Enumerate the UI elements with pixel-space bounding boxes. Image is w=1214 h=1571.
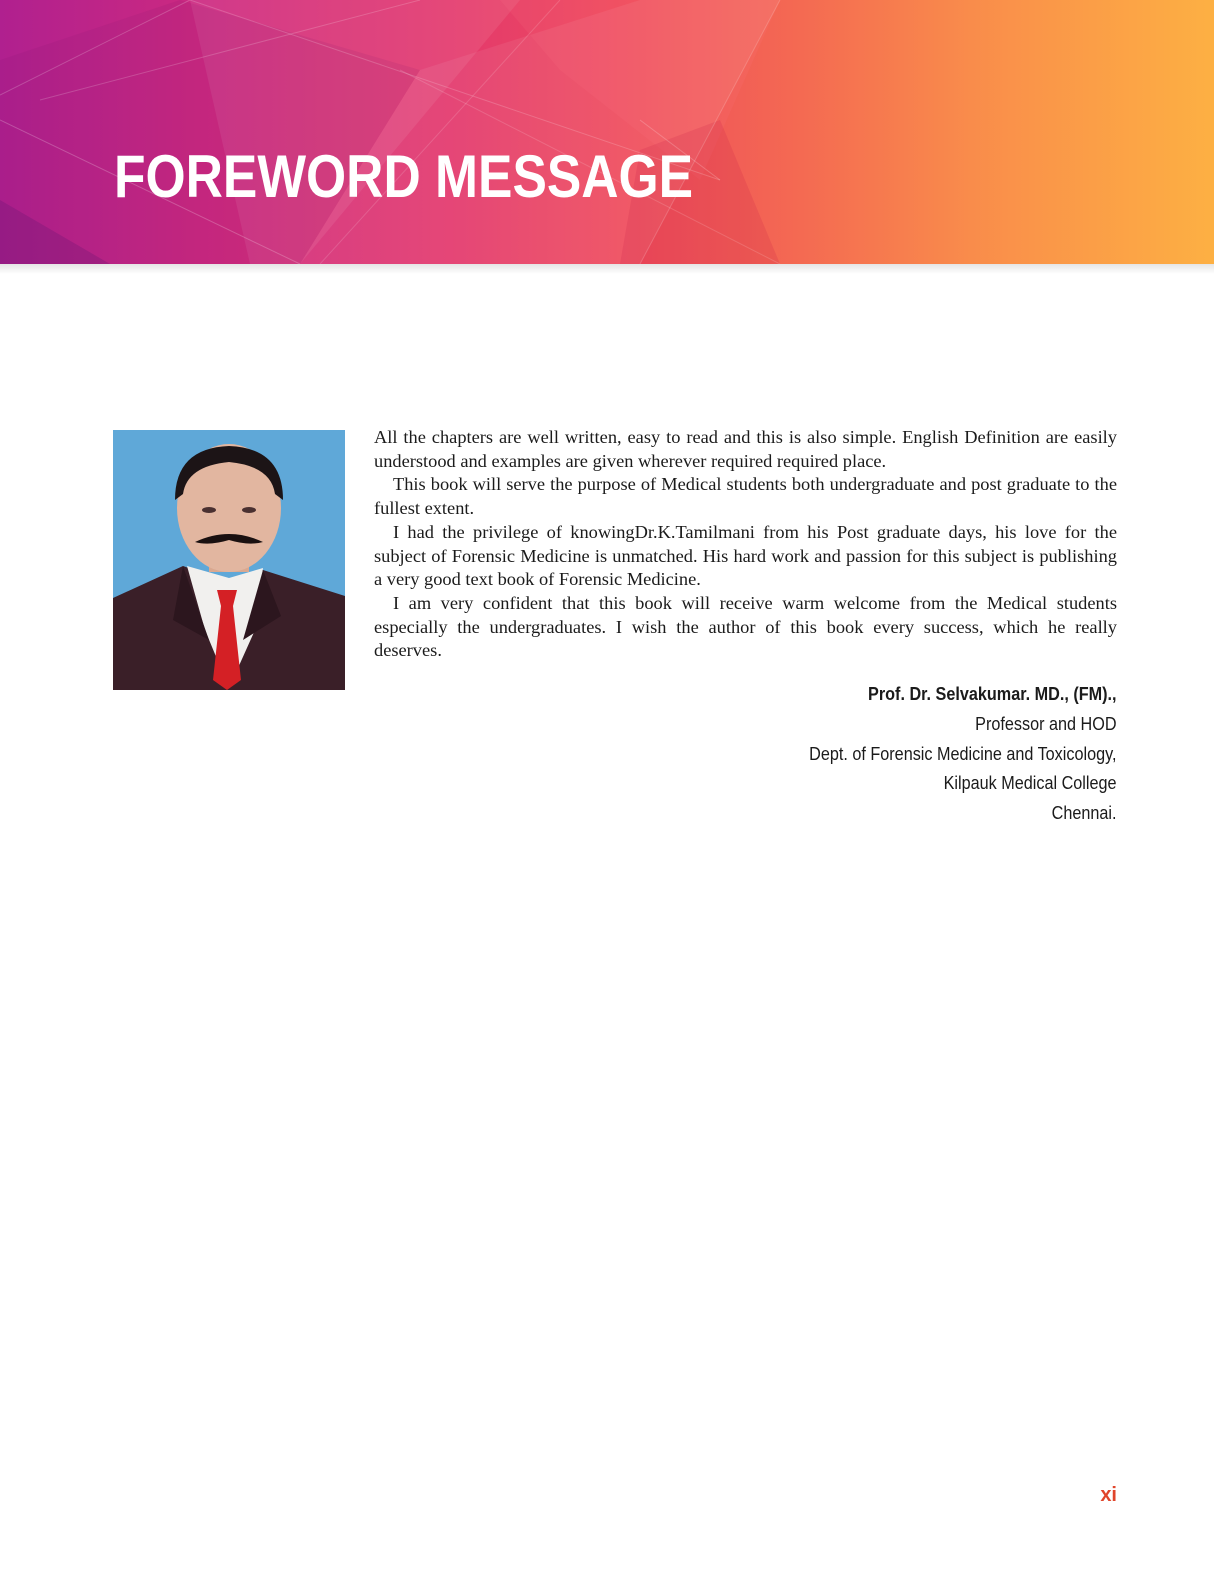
header-banner [0, 0, 1214, 264]
banner-shadow [0, 264, 1214, 274]
foreword-paragraph: I had the privilege of knowingDr.K.Tamilmani from his Post graduate days, his love for the subject of Forensic Medicine is unmatched. His hard work and passion for this subject is publishing a very good text book of Forensic Medicine. [374, 521, 1117, 590]
signatory-department: Dept. of Forensic Medicine and Toxicology, [809, 743, 1117, 764]
signature-block [775, 680, 1117, 829]
author-portrait-photo [113, 430, 345, 690]
page-title: FOREWORD MESSAGE [114, 143, 694, 210]
signatory-city: Chennai. [1052, 803, 1117, 824]
foreword-paragraph: I am very confident that this book will receive warm welcome from the Medical students especially the undergraduates. I wish the author of this book every success, which he really deserves. [374, 592, 1117, 661]
signatory-title: Professor and HOD [975, 713, 1117, 734]
geometric-pattern-decoration [0, 0, 1214, 264]
page-number: xi [1100, 1484, 1117, 1506]
foreword-paragraph: This book will serve the purpose of Medical students both undergraduate and post graduate to the fullest extent. [374, 474, 1117, 519]
signatory-name: Prof. Dr. Selvakumar. MD., (FM)., [868, 684, 1117, 704]
foreword-body [374, 426, 1117, 663]
signatory-institution: Kilpauk Medical College [944, 773, 1117, 794]
foreword-paragraph: All the chapters are well written, easy to read and this is also simple. English Definition are easily understood and examples are given wherever required required place. [374, 427, 1117, 471]
portrait-illustration [113, 430, 345, 690]
